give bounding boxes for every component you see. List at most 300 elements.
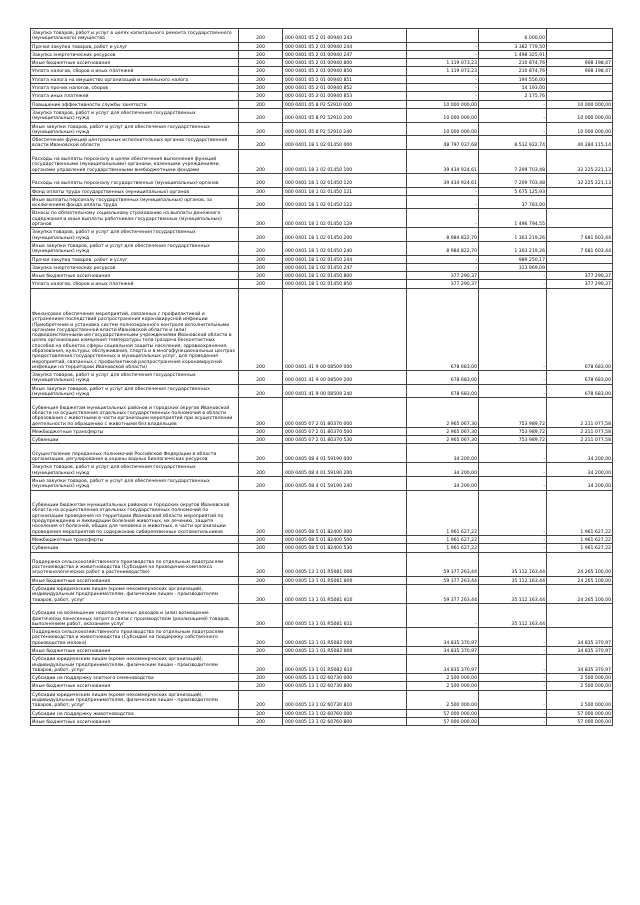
row-kbk-cell: 000 0401 05 2 01 00940 852 bbox=[283, 84, 407, 92]
row-plan-cell: 2 500 000,00 bbox=[407, 682, 479, 690]
row-name-cell: Уплата налога на имущество организаций и земельного налога bbox=[31, 75, 239, 83]
row-exec-cell: 3 382 779,50 bbox=[479, 42, 547, 50]
row-plan-cell: 10 000 000,00 bbox=[407, 108, 479, 122]
table-row bbox=[31, 255, 613, 263]
row-kbk-cell: 000 0401 18 1 02 01450 850 bbox=[283, 280, 407, 288]
row-code-cell: 200 bbox=[239, 255, 283, 263]
row-rest-cell: 2 211 077,58 bbox=[547, 427, 613, 435]
row-exec-cell: - bbox=[479, 628, 547, 647]
row-plan-cell bbox=[407, 29, 479, 43]
row-rest-cell: 2 211 077,58 bbox=[547, 436, 613, 444]
row-kbk-cell: 000 0401 18 1 02 01450 129 bbox=[283, 209, 407, 228]
row-name-cell: Закупка энергетических ресурсов bbox=[31, 50, 239, 58]
table-row bbox=[31, 84, 613, 92]
table-row bbox=[31, 628, 613, 647]
table-row bbox=[31, 100, 613, 108]
row-plan-cell: 8 984 822,70 bbox=[407, 228, 479, 242]
row-code-cell: 200 bbox=[239, 92, 283, 100]
row-code-cell: 200 bbox=[239, 476, 283, 490]
row-name-cell: Финансовое обеспечение мероприятий, связанных с профилактикой и устранением последствий распространения коронавирусной инфекции (Приобретение и установка систем полноэкранного контроля исполнительными органами государственной власти Ивановской области и (или) подведомственными им государственными учреждениями Ивановской области в целях организации измерения температуры тела (раздача бесконтактных способов на объектах сферы социальной защиты населения, здравоохранения, образования, культуры, обслуживания, спорта и в многофункциональных центрах предоставления государственных и муниципальных услуг, для проведения мероприятий, связанных с профилактикой распространения коронавирусной инфекции на территории Ивановской области) bbox=[31, 288, 239, 371]
row-code-cell: 200 bbox=[239, 100, 283, 108]
row-plan-cell: 34 200,00 bbox=[407, 463, 479, 477]
row-name-cell: Иные выплаты персоналу государственных (муниципальных) органов, за исключением фонда оплаты труда bbox=[31, 195, 239, 209]
table-row bbox=[31, 228, 613, 242]
table-row bbox=[31, 717, 613, 725]
row-name-cell: Закупка товаров, работ и услуг для обеспечения государственных (муниципальных) нужд bbox=[31, 371, 239, 385]
row-name-cell: Обеспечение функций центральных исполнительных органов государственной власти Ивановской области bbox=[31, 136, 239, 150]
row-exec-cell: - bbox=[479, 371, 547, 385]
table-row bbox=[31, 241, 613, 255]
row-exec-cell: 753 989,72 bbox=[479, 398, 547, 428]
row-rest-cell: 57 000 000,00 bbox=[547, 717, 613, 725]
row-rest-cell: 2 500 000,00 bbox=[547, 682, 613, 690]
row-code-cell: 200 bbox=[239, 288, 283, 371]
row-rest-cell: 908 198,47 bbox=[547, 67, 613, 75]
table-row bbox=[31, 209, 613, 228]
table-row bbox=[31, 92, 613, 100]
expenditure-table bbox=[30, 28, 613, 726]
row-code-cell: 200 bbox=[239, 263, 283, 271]
row-kbk-cell: 000 0401 05 8 P2 52910 240 bbox=[283, 122, 407, 136]
row-code-cell: 200 bbox=[239, 690, 283, 709]
row-rest-cell bbox=[547, 75, 613, 83]
row-kbk-cell: 000 0405 07 2 01 80370 000 bbox=[283, 398, 407, 428]
row-kbk-cell: 000 0401 05 2 01 00940 850 bbox=[283, 67, 407, 75]
row-code-cell: 200 bbox=[239, 84, 283, 92]
table-row bbox=[31, 280, 613, 288]
row-code-cell: 200 bbox=[239, 122, 283, 136]
row-code-cell: 200 bbox=[239, 241, 283, 255]
table-row bbox=[31, 444, 613, 463]
row-plan-cell: - bbox=[407, 195, 479, 209]
row-plan-cell: 2 965 067,30 bbox=[407, 436, 479, 444]
row-plan-cell: 678 683,00 bbox=[407, 384, 479, 398]
row-code-cell: 200 bbox=[239, 646, 283, 654]
row-code-cell: 200 bbox=[239, 108, 283, 122]
row-code-cell: 200 bbox=[239, 209, 283, 228]
row-kbk-cell: 000 0401 05 2 01 00940 851 bbox=[283, 75, 407, 83]
table-row bbox=[31, 398, 613, 428]
row-exec-cell: 35 112 163,44 bbox=[479, 603, 547, 627]
row-rest-cell: 377 290,37 bbox=[547, 272, 613, 280]
row-code-cell: 200 bbox=[239, 717, 283, 725]
row-code-cell: 200 bbox=[239, 149, 283, 173]
row-plan-cell: 2 965 067,30 bbox=[407, 398, 479, 428]
table-row bbox=[31, 603, 613, 627]
row-code-cell: 200 bbox=[239, 187, 283, 195]
row-name-cell: Закупка товаров, работ и услуг в целях капитального ремонта государственного (муниципального) имущества bbox=[31, 29, 239, 43]
row-code-cell: 200 bbox=[239, 436, 283, 444]
table-row bbox=[31, 384, 613, 398]
row-exec-cell: 194 556,00 bbox=[479, 75, 547, 83]
table-row bbox=[31, 427, 613, 435]
row-exec-cell: - bbox=[479, 272, 547, 280]
row-rest-cell bbox=[547, 50, 613, 58]
table-row bbox=[31, 371, 613, 385]
row-name-cell: Поддержка сельскохозяйственного производства по отдельным подотраслям растениеводства и животноводства (Субсидия на проведение комплекса агротехнологических работ в растениеводстве) bbox=[31, 552, 239, 576]
row-kbk-cell: 000 0405 08 4 01 59190 200 bbox=[283, 463, 407, 477]
table-row bbox=[31, 709, 613, 717]
table-row bbox=[31, 122, 613, 136]
row-rest-cell: 678 683,00 bbox=[547, 384, 613, 398]
row-exec-cell: - bbox=[479, 682, 547, 690]
table-row bbox=[31, 67, 613, 75]
row-name-cell: Иные бюджетные ассигнования bbox=[31, 576, 239, 584]
table-row bbox=[31, 42, 613, 50]
table-row bbox=[31, 195, 613, 209]
row-code-cell: 200 bbox=[239, 544, 283, 552]
row-rest-cell bbox=[547, 209, 613, 228]
row-rest-cell: 34 835 370,97 bbox=[547, 646, 613, 654]
row-code-cell: 200 bbox=[239, 444, 283, 463]
row-plan-cell: 59 377 263,44 bbox=[407, 576, 479, 584]
row-name-cell: Межбюджетные трансферты bbox=[31, 427, 239, 435]
row-plan-cell: 1 961 627,22 bbox=[407, 535, 479, 543]
row-exec-cell: 5 675 125,93 bbox=[479, 187, 547, 195]
row-kbk-cell: 000 0405 08 5 01 82400 500 bbox=[283, 535, 407, 543]
table-row bbox=[31, 490, 613, 535]
row-name-cell: Иные закупки товаров, работ и услуг для обеспечения государственных (муниципальных) нужд bbox=[31, 384, 239, 398]
table-row bbox=[31, 50, 613, 58]
row-plan-cell: - bbox=[407, 263, 479, 271]
table-row bbox=[31, 576, 613, 584]
row-kbk-cell: 000 0401 18 1 02 01450 800 bbox=[283, 272, 407, 280]
table-row bbox=[31, 108, 613, 122]
row-name-cell: Иные закупки товаров, работ и услуг для обеспечения государственных (муниципальных) нужд bbox=[31, 241, 239, 255]
row-code-cell: 200 bbox=[239, 384, 283, 398]
row-exec-cell: 2 175,76 bbox=[479, 92, 547, 100]
row-kbk-cell: 000 0401 18 1 02 01450 247 bbox=[283, 263, 407, 271]
row-exec-cell: - bbox=[479, 690, 547, 709]
row-exec-cell: 989 250,17 bbox=[479, 255, 547, 263]
row-rest-cell: 7 681 603,44 bbox=[547, 228, 613, 242]
row-rest-cell: 2 500 000,00 bbox=[547, 690, 613, 709]
row-kbk-cell: 000 0401 18 1 02 01450 200 bbox=[283, 228, 407, 242]
row-name-cell: Субсидии юридическим лицам (кроме некоммерческих организаций), индивидуальным предпринимателям, физическим лицам - производителям товаров, работ, услуг bbox=[31, 655, 239, 674]
row-plan-cell: - bbox=[407, 84, 479, 92]
row-name-cell: Иные бюджетные ассигнования bbox=[31, 272, 239, 280]
row-exec-cell: 1 303 219,26 bbox=[479, 241, 547, 255]
row-rest-cell: 10 000 000,00 bbox=[547, 122, 613, 136]
row-kbk-cell: 000 0405 08 5 01 82400 000 bbox=[283, 490, 407, 535]
row-exec-cell: 14 193,00 bbox=[479, 84, 547, 92]
row-kbk-cell: 000 0405 13 1 01 R5081 810 bbox=[283, 585, 407, 604]
table-row bbox=[31, 436, 613, 444]
table-body bbox=[31, 29, 613, 726]
row-rest-cell: 34 200,00 bbox=[547, 476, 613, 490]
table-row bbox=[31, 544, 613, 552]
row-plan-cell: 34 835 370,97 bbox=[407, 628, 479, 647]
row-rest-cell: 2 500 000,00 bbox=[547, 674, 613, 682]
row-plan-cell: 39 434 924,61 bbox=[407, 173, 479, 187]
row-kbk-cell: 000 0401 05 2 01 00940 244 bbox=[283, 42, 407, 50]
row-kbk-cell: 000 0401 18 1 02 01450 000 bbox=[283, 136, 407, 150]
row-exec-cell: 1 496 794,55 bbox=[479, 209, 547, 228]
row-plan-cell: 57 000 000,00 bbox=[407, 709, 479, 717]
row-exec-cell: - bbox=[479, 444, 547, 463]
table-row bbox=[31, 136, 613, 150]
row-kbk-cell: 000 0401 05 2 01 00940 853 bbox=[283, 92, 407, 100]
row-exec-cell: 37 783,00 bbox=[479, 195, 547, 209]
row-code-cell: 200 bbox=[239, 535, 283, 543]
table-row bbox=[31, 552, 613, 576]
row-name-cell: Иные бюджетные ассигнования bbox=[31, 646, 239, 654]
row-plan-cell: 59 377 263,44 bbox=[407, 585, 479, 604]
row-plan-cell: 678 683,00 bbox=[407, 288, 479, 371]
row-plan-cell: 1 961 627,22 bbox=[407, 544, 479, 552]
row-plan-cell: - bbox=[407, 603, 479, 627]
row-exec-cell: 35 112 163,44 bbox=[479, 552, 547, 576]
row-name-cell: Уплата иных платежей bbox=[31, 92, 239, 100]
row-plan-cell: - bbox=[407, 42, 479, 50]
row-name-cell: Субсидии юридическим лицам (кроме некоммерческих организаций), индивидуальным предпринимателям, физическим лицам - производителям товаров, работ, услуг bbox=[31, 585, 239, 604]
row-code-cell: 200 bbox=[239, 67, 283, 75]
row-rest-cell: 34 200,00 bbox=[547, 444, 613, 463]
row-exec-cell: 7 209 703,48 bbox=[479, 149, 547, 173]
row-name-cell: Иные закупки товаров, работ и услуг для обеспечения государственных (муниципальных) нужд bbox=[31, 476, 239, 490]
table-row bbox=[31, 173, 613, 187]
row-kbk-cell: 000 0401 05 2 01 00940 247 bbox=[283, 50, 407, 58]
row-rest-cell: 1 961 627,22 bbox=[547, 535, 613, 543]
row-kbk-cell: 000 0405 08 4 01 59190 240 bbox=[283, 476, 407, 490]
row-code-cell: 200 bbox=[239, 50, 283, 58]
row-kbk-cell: 000 0401 18 1 02 01450 121 bbox=[283, 187, 407, 195]
row-plan-cell: 377 290,37 bbox=[407, 272, 479, 280]
row-name-cell: Субсидии на поддержку животноводства bbox=[31, 709, 239, 717]
row-name-cell: Закупка товаров, работ и услуг для обеспечения государственных (муниципальных) нужд bbox=[31, 463, 239, 477]
row-exec-cell: 35 112 163,44 bbox=[479, 585, 547, 604]
table-row bbox=[31, 585, 613, 604]
row-kbk-cell: 000 0401 18 1 02 01450 244 bbox=[283, 255, 407, 263]
row-name-cell: Повышение эффективности службы занятости bbox=[31, 100, 239, 108]
row-plan-cell: 34 200,00 bbox=[407, 444, 479, 463]
row-exec-cell: - bbox=[479, 674, 547, 682]
row-code-cell: 200 bbox=[239, 682, 283, 690]
row-rest-cell: 10 000 000,00 bbox=[547, 108, 613, 122]
row-code-cell: 200 bbox=[239, 709, 283, 717]
row-kbk-cell: 000 0405 07 2 01 80370 500 bbox=[283, 427, 407, 435]
row-code-cell: 200 bbox=[239, 272, 283, 280]
row-rest-cell: 377 290,37 bbox=[547, 280, 613, 288]
row-code-cell: 200 bbox=[239, 585, 283, 604]
row-kbk-cell: 000 0405 13 1 02 60760 000 bbox=[283, 709, 407, 717]
row-name-cell: Субсидии на возмещение недополученных доходов и (или) возмещение фактически понесенных затрат в связи с производством (реализацией) товаров, выполнением работ, оказанием услуг bbox=[31, 603, 239, 627]
row-rest-cell: 32 225 221,13 bbox=[547, 149, 613, 173]
row-exec-cell: 7 209 703,48 bbox=[479, 173, 547, 187]
row-name-cell: Субвенции bbox=[31, 544, 239, 552]
row-exec-cell: 35 112 163,44 bbox=[479, 576, 547, 584]
row-name-cell: Расходы на выплаты персоналу государственных (муниципальных) органов bbox=[31, 173, 239, 187]
row-kbk-cell: 000 0401 05 2 01 00940 800 bbox=[283, 59, 407, 67]
row-rest-cell bbox=[547, 29, 613, 43]
table-row bbox=[31, 655, 613, 674]
table-row bbox=[31, 263, 613, 271]
table-row bbox=[31, 272, 613, 280]
row-rest-cell bbox=[547, 187, 613, 195]
row-exec-cell: - bbox=[479, 709, 547, 717]
row-rest-cell bbox=[547, 195, 613, 209]
row-code-cell: 200 bbox=[239, 280, 283, 288]
row-kbk-cell: 000 0401 18 1 02 01450 240 bbox=[283, 241, 407, 255]
row-rest-cell: 10 000 000,00 bbox=[547, 100, 613, 108]
row-exec-cell: - bbox=[479, 717, 547, 725]
row-plan-cell: 8 984 822,70 bbox=[407, 241, 479, 255]
row-name-cell: Фонд оплаты труда государственных (муниципальных) органов bbox=[31, 187, 239, 195]
table-row bbox=[31, 288, 613, 371]
row-rest-cell: 57 000 000,00 bbox=[547, 709, 613, 717]
table-row bbox=[31, 59, 613, 67]
row-name-cell: Уплата налогов, сборов и иных платежей bbox=[31, 67, 239, 75]
row-plan-cell: - bbox=[407, 255, 479, 263]
row-rest-cell: 24 265 100,00 bbox=[547, 576, 613, 584]
row-rest-cell bbox=[547, 92, 613, 100]
row-rest-cell: 7 681 603,44 bbox=[547, 241, 613, 255]
row-plan-cell: 48 797 037,68 bbox=[407, 136, 479, 150]
table-row bbox=[31, 646, 613, 654]
row-rest-cell: 24 265 100,00 bbox=[547, 552, 613, 576]
row-kbk-cell: 000 0401 18 1 02 01450 120 bbox=[283, 173, 407, 187]
row-plan-cell: - bbox=[407, 50, 479, 58]
table-row bbox=[31, 690, 613, 709]
row-kbk-cell: 000 0401 05 8 P2 52910 200 bbox=[283, 108, 407, 122]
table-row bbox=[31, 463, 613, 477]
row-code-cell: 200 bbox=[239, 398, 283, 428]
row-rest-cell bbox=[547, 603, 613, 627]
row-exec-cell: 1 303 219,26 bbox=[479, 228, 547, 242]
row-name-cell: Осуществление переданных полномочий Российской Федерации в области организации, регулирования и охраны водных биологических ресурсов bbox=[31, 444, 239, 463]
row-plan-cell: 59 377 263,44 bbox=[407, 552, 479, 576]
row-code-cell: 200 bbox=[239, 59, 283, 67]
row-code-cell: 200 bbox=[239, 628, 283, 647]
row-plan-cell: 1 961 627,22 bbox=[407, 490, 479, 535]
row-rest-cell: 32 225 221,13 bbox=[547, 173, 613, 187]
row-rest-cell: 678 683,00 bbox=[547, 288, 613, 371]
row-exec-cell: - bbox=[479, 490, 547, 535]
row-kbk-cell: 000 0405 13 1 01 R5081 000 bbox=[283, 552, 407, 576]
row-name-cell: Субсидии юридическим лицам (кроме некоммерческих организаций), индивидуальным предпринимателям, физическим лицам - производителям товаров, работ, услуг bbox=[31, 690, 239, 709]
row-kbk-cell: 000 0405 13 1 01 R5082 800 bbox=[283, 646, 407, 654]
row-name-cell: Расходы на выплаты персоналу в целях обеспечения выполнения функций государственными (муниципальными) органами, казенными учреждениями, органами управления государственными внебюджетными фондами bbox=[31, 149, 239, 173]
table-row bbox=[31, 29, 613, 43]
row-name-cell: Субвенции bbox=[31, 436, 239, 444]
row-rest-cell bbox=[547, 42, 613, 50]
row-kbk-cell: 000 0405 13 1 01 R5081 800 bbox=[283, 576, 407, 584]
row-name-cell: Закупка энергетических ресурсов bbox=[31, 263, 239, 271]
row-code-cell: 200 bbox=[239, 42, 283, 50]
row-rest-cell: 34 835 370,97 bbox=[547, 628, 613, 647]
row-code-cell: 200 bbox=[239, 75, 283, 83]
row-exec-cell: - bbox=[479, 280, 547, 288]
table-row bbox=[31, 187, 613, 195]
row-plan-cell: - bbox=[407, 92, 479, 100]
row-code-cell: 200 bbox=[239, 173, 283, 187]
row-exec-cell: 753 989,72 bbox=[479, 436, 547, 444]
row-name-cell: Иные бюджетные ассигнования bbox=[31, 682, 239, 690]
row-plan-cell: - bbox=[407, 209, 479, 228]
row-plan-cell: 34 835 370,97 bbox=[407, 655, 479, 674]
row-exec-cell: - bbox=[479, 108, 547, 122]
row-plan-cell: 10 000 000,00 bbox=[407, 122, 479, 136]
row-name-cell: Субвенции бюджетам муниципальных районов и городских округов Ивановской области на осуществление отдельных государственных полномочий по организации проведения на территории Ивановской области мероприятий по предупреждению и ликвидации болезней животных, их лечению, защите населения от болезней, общих для человека и животных, в части организации проведения мероприятий по содержанию сибиреязвенных скотомогильников bbox=[31, 490, 239, 535]
row-kbk-cell: 000 0401 41 9 00 08509 200 bbox=[283, 371, 407, 385]
row-name-cell: Иные закупки товаров, работ и услуг для обеспечения государственных (муниципальных) нужд bbox=[31, 122, 239, 136]
table-row bbox=[31, 75, 613, 83]
row-code-cell: 200 bbox=[239, 29, 283, 43]
row-kbk-cell: 000 0405 08 5 01 82400 530 bbox=[283, 544, 407, 552]
row-code-cell: 200 bbox=[239, 136, 283, 150]
row-exec-cell: - bbox=[479, 122, 547, 136]
row-plan-cell: 39 434 924,61 bbox=[407, 149, 479, 173]
row-rest-cell bbox=[547, 84, 613, 92]
row-name-cell: Уплата прочих налогов, сборов bbox=[31, 84, 239, 92]
row-plan-cell: - bbox=[407, 75, 479, 83]
row-exec-cell: - bbox=[479, 476, 547, 490]
row-exec-cell: 210 874,76 bbox=[479, 67, 547, 75]
row-kbk-cell: 000 0405 07 2 01 80370 530 bbox=[283, 436, 407, 444]
row-rest-cell: 24 265 100,00 bbox=[547, 585, 613, 604]
row-exec-cell: 6 000,00 bbox=[479, 29, 547, 43]
row-name-cell: Прочая закупка товаров, работ и услуг bbox=[31, 255, 239, 263]
row-plan-cell: 678 683,00 bbox=[407, 371, 479, 385]
row-code-cell: 200 bbox=[239, 228, 283, 242]
row-kbk-cell: 000 0401 05 8 P2 52910 000 bbox=[283, 100, 407, 108]
row-kbk-cell: 000 0401 05 2 01 00940 243 bbox=[283, 29, 407, 43]
row-kbk-cell: 000 0405 13 1 02 60760 800 bbox=[283, 717, 407, 725]
row-kbk-cell: 000 0405 08 4 01 59190 000 bbox=[283, 444, 407, 463]
row-rest-cell bbox=[547, 255, 613, 263]
row-rest-cell: 40 284 115,14 bbox=[547, 136, 613, 150]
row-plan-cell: 10 000 000,00 bbox=[407, 100, 479, 108]
row-plan-cell: 57 000 000,00 bbox=[407, 717, 479, 725]
row-exec-cell: 1 498 325,91 bbox=[479, 50, 547, 58]
row-rest-cell: 34 835 370,97 bbox=[547, 655, 613, 674]
row-plan-cell: 1 119 073,23 bbox=[407, 67, 479, 75]
row-code-cell: 200 bbox=[239, 427, 283, 435]
row-exec-cell: - bbox=[479, 463, 547, 477]
row-plan-cell: 2 965 067,30 bbox=[407, 427, 479, 435]
row-name-cell: Закупка товаров, работ и услуг для обеспечения государственных (муниципальных) нужд bbox=[31, 108, 239, 122]
table-row bbox=[31, 674, 613, 682]
row-kbk-cell: 000 0405 13 1 01 R5082 810 bbox=[283, 655, 407, 674]
row-name-cell: Взносы по обязательному социальному страхованию на выплаты денежного содержания и иные выплаты работникам государственных (муниципальных) органов bbox=[31, 209, 239, 228]
row-rest-cell: 678 683,00 bbox=[547, 371, 613, 385]
row-exec-cell: - bbox=[479, 288, 547, 371]
row-rest-cell: 2 211 077,58 bbox=[547, 398, 613, 428]
row-plan-cell: - bbox=[407, 187, 479, 195]
row-exec-cell: - bbox=[479, 384, 547, 398]
row-kbk-cell: 000 0401 18 1 02 01450 100 bbox=[283, 149, 407, 173]
row-exec-cell: - bbox=[479, 100, 547, 108]
row-rest-cell: 1 961 627,22 bbox=[547, 490, 613, 535]
row-name-cell: Иные бюджетные ассигнования bbox=[31, 717, 239, 725]
row-name-cell: Субвенция бюджетам муниципальных районов и городских округов Ивановской области на осуществление отдельных государственных полномочий в области образования с животными в части организации мероприятий при осуществлении деятельности по обращению с животными без владельцев bbox=[31, 398, 239, 428]
row-exec-cell: - bbox=[479, 544, 547, 552]
row-code-cell: 200 bbox=[239, 576, 283, 584]
table-row bbox=[31, 682, 613, 690]
row-plan-cell: 34 835 370,97 bbox=[407, 646, 479, 654]
row-name-cell: Иные бюджетные ассигнования bbox=[31, 59, 239, 67]
row-exec-cell: - bbox=[479, 655, 547, 674]
table-row bbox=[31, 535, 613, 543]
row-name-cell: Закупка товаров, работ и услуг для обеспечения государственных (муниципальных) нужд bbox=[31, 228, 239, 242]
row-code-cell: 200 bbox=[239, 490, 283, 535]
row-exec-cell: 210 874,76 bbox=[479, 59, 547, 67]
row-exec-cell: 8 512 922,74 bbox=[479, 136, 547, 150]
row-name-cell: Субсидии на поддержку элитного семеноводства bbox=[31, 674, 239, 682]
row-kbk-cell: 000 0405 13 1 02 60730 000 bbox=[283, 674, 407, 682]
row-plan-cell: 377 290,37 bbox=[407, 280, 479, 288]
row-code-cell: 200 bbox=[239, 371, 283, 385]
